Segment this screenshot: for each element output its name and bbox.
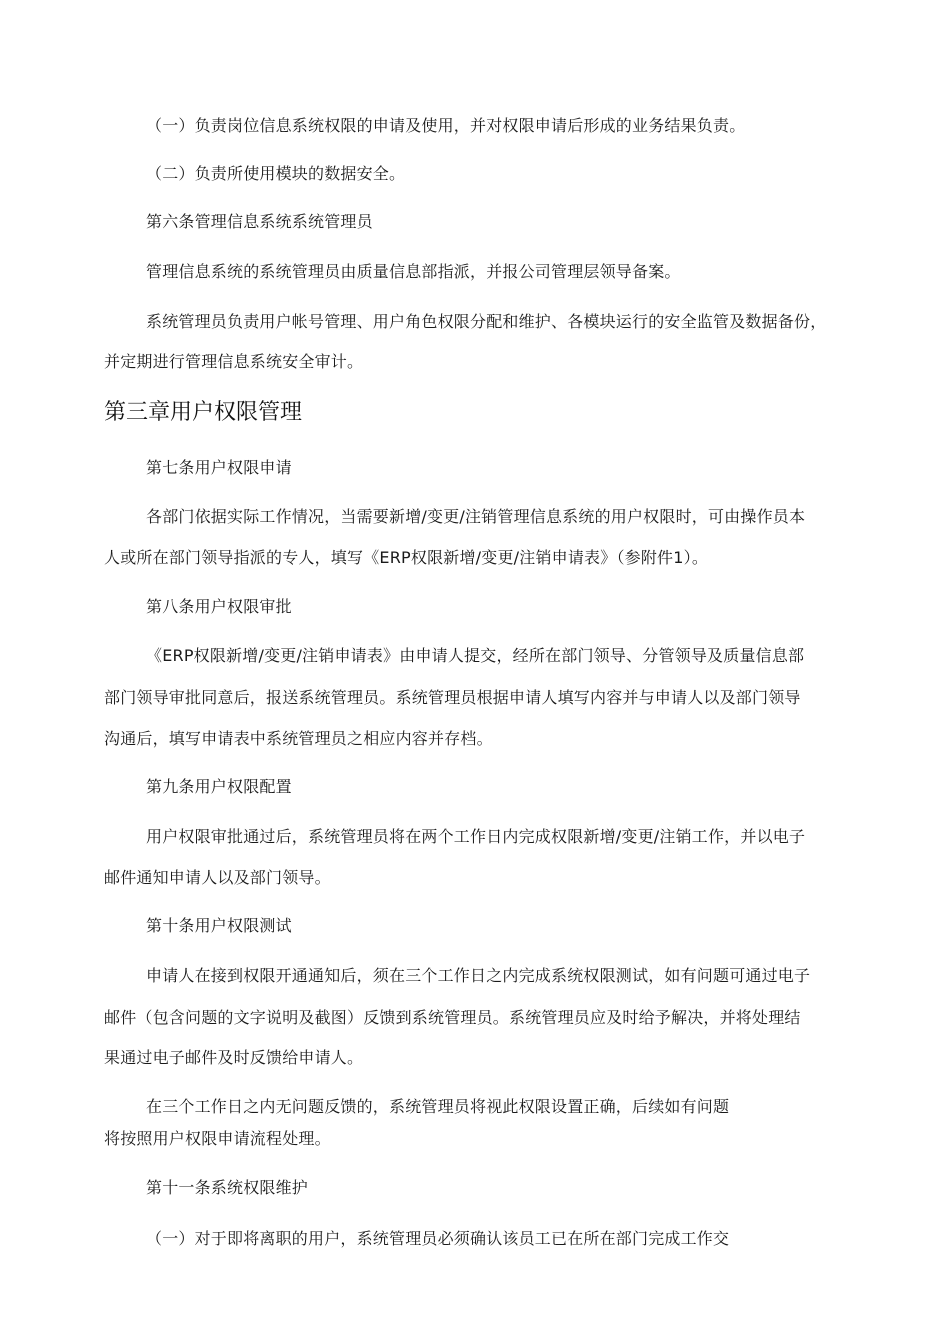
paragraph-line: （二）负责所使用模块的数据安全。 (146, 164, 406, 183)
article-heading: 第六条管理信息系统系统管理员 (146, 212, 373, 231)
paragraph-line: 各部门依据实际工作情况，当需要新增/变更/注销管理信息系统的用户权限时，可由操作员本 (146, 507, 806, 526)
article-heading: 第十一条系统权限维护 (146, 1178, 309, 1197)
paragraph-line: （一）负责岗位信息系统权限的申请及使用，并对权限申请后形成的业务结果负责。 (146, 116, 746, 135)
paragraph-line: 部门领导审批同意后，报送系统管理员。系统管理员根据申请人填写内容并与申请人以及部门领导 (104, 688, 801, 707)
paragraph-line: 人或所在部门领导指派的专人，填写《ERP权限新增/变更/注销申请表》（参附件1）。 (104, 548, 709, 567)
paragraph-line: （一）对于即将离职的用户，系统管理员必须确认该员工已在所在部门完成工作交 (146, 1229, 730, 1248)
article-heading: 第七条用户权限申请 (146, 458, 292, 477)
article-heading: 第十条用户权限测试 (146, 916, 292, 935)
chapter-heading: 第三章用户权限管理 (104, 400, 303, 425)
paragraph-line: 果通过电子邮件及时反馈给申请人。 (104, 1048, 364, 1067)
paragraph-line: 邮件（包含问题的文字说明及截图）反馈到系统管理员。系统管理员应及时给予解决，并将处理结 (104, 1008, 801, 1027)
paragraph-line: 沟通后，填写申请表中系统管理员之相应内容并存档。 (104, 729, 493, 748)
paragraph-line: 管理信息系统的系统管理员由质量信息部指派，并报公司管理层领导备案。 (146, 262, 681, 281)
paragraph-line: 用户权限审批通过后，系统管理员将在两个工作日内完成权限新增/变更/注销工作，并以电子 (146, 827, 806, 846)
paragraph-line: 《ERP权限新增/变更/注销申请表》由申请人提交，经所在部门领导、分管领导及质量信息部 (146, 646, 805, 665)
paragraph-line: 在三个工作日之内无问题反馈的，系统管理员将视此权限设置正确，后续如有问题 (146, 1097, 730, 1116)
paragraph-line: 邮件通知申请人以及部门领导。 (104, 868, 331, 887)
article-heading: 第八条用户权限审批 (146, 597, 292, 616)
paragraph-line: 申请人在接到权限开通通知后，须在三个工作日之内完成系统权限测试，如有问题可通过电子 (146, 966, 811, 985)
paragraph-line: 系统管理员负责用户帐号管理、用户角色权限分配和维护、各模块运行的安全监管及数据备份， (146, 312, 827, 331)
paragraph-line: 并定期进行管理信息系统安全审计。 (104, 352, 364, 371)
paragraph-line: 将按照用户权限申请流程处理。 (104, 1129, 331, 1148)
article-heading: 第九条用户权限配置 (146, 777, 292, 796)
